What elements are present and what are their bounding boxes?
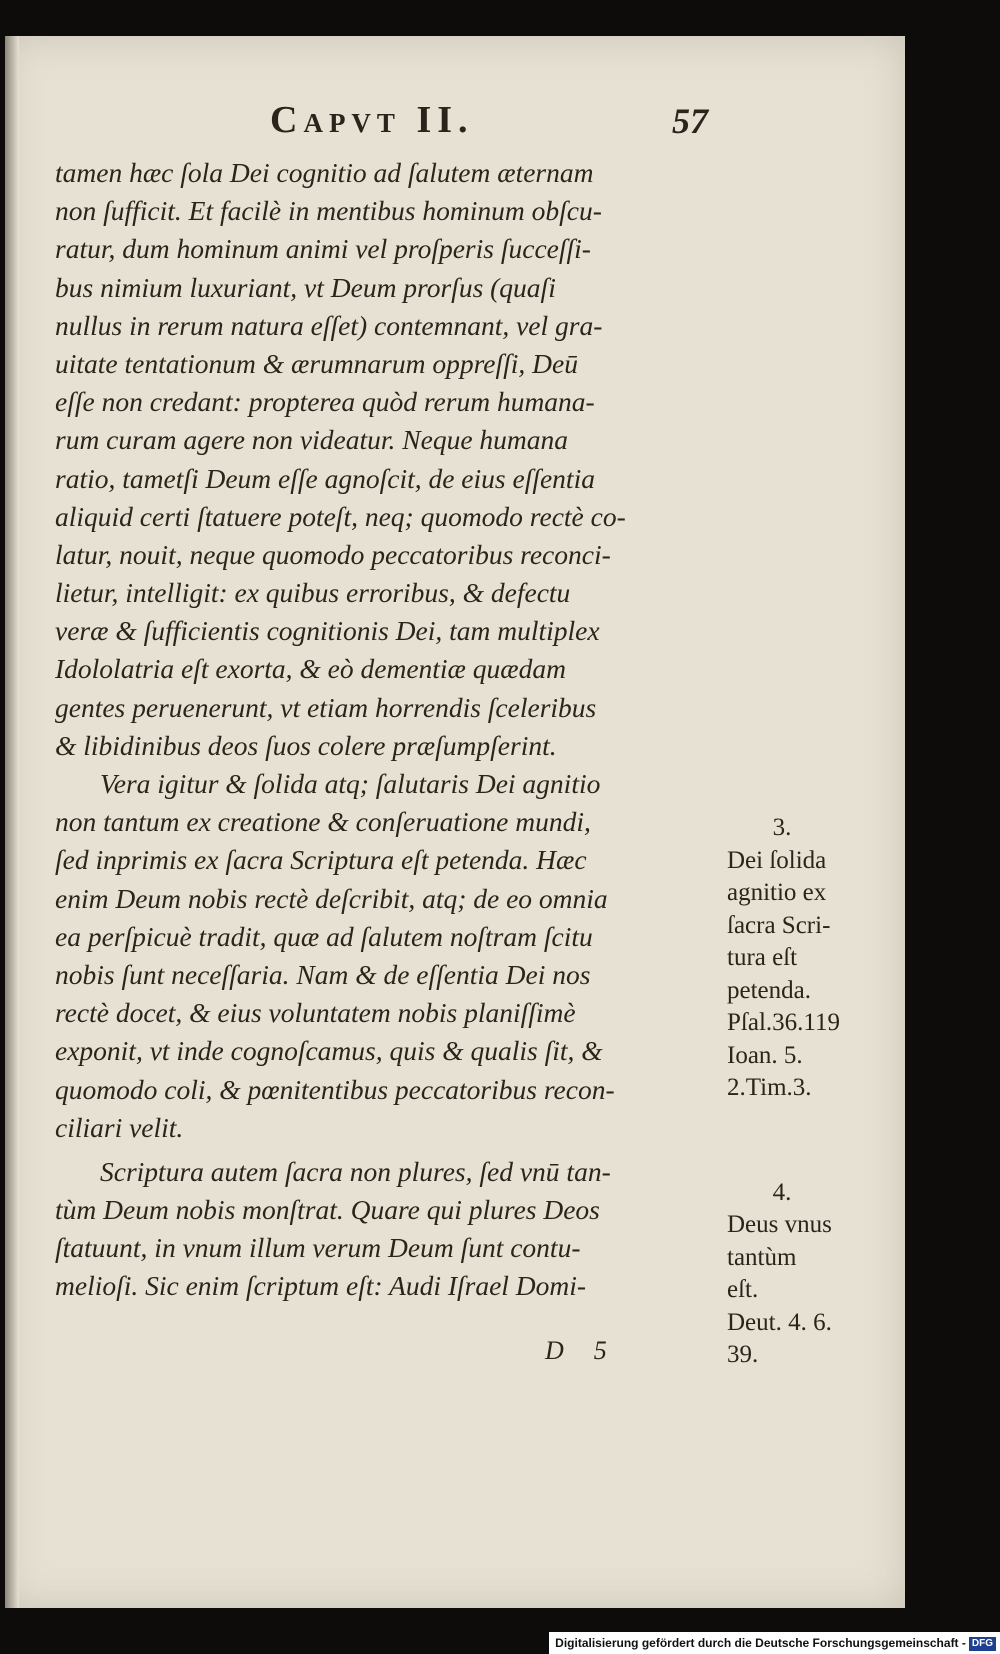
text-line: eſſe non credant: propterea quòd rerum humana-	[55, 386, 595, 418]
text-line: gentes peruenerunt, vt etiam horrendis ſceleribus	[55, 691, 597, 723]
text-line: Idololatria eſt exorta, & eò dementiæ quædam	[55, 653, 566, 685]
text-line: & libidinibus deos ſuos colere præſumpſerint.	[55, 729, 557, 761]
margin-note-line: 2.Tim.3.	[727, 1074, 812, 1101]
margin-notes	[727, 812, 897, 1372]
text-line: ea perſpicuè tradit, quæ ad ſalutem noſtram ſcitu	[55, 920, 593, 952]
margin-note-line: 39.	[727, 1341, 759, 1368]
page-gutter	[5, 36, 19, 1608]
text-line: non ſufficit. Et facilè in mentibus hominum obſcu-	[55, 195, 602, 227]
text-line: non tantum ex creatione & conſeruatione mundi,	[55, 806, 591, 838]
margin-note-line: eſt.	[727, 1276, 759, 1303]
text-line: melioſi. Sic enim ſcriptum eſt: Audi Iſrael Domi-	[55, 1270, 587, 1302]
text-line: tamen hæc ſola Dei cognitio ad ſalutem æternam	[55, 157, 594, 188]
running-head: Capvt II.	[270, 99, 474, 141]
margin-note-line: petenda.	[727, 976, 811, 1004]
book-page	[5, 36, 905, 1608]
text-line: latur, nouit, neque quomodo peccatoribus reconci-	[55, 538, 611, 570]
paragraph-1	[55, 154, 725, 765]
catchword	[545, 1336, 637, 1366]
dfg-logo-icon: DFG	[969, 1637, 996, 1651]
text-line: ratur, dum hominum animi vel proſperis ſucceſſi-	[55, 233, 591, 265]
text-line: Vera igitur & ſolida atq; ſalutaris Dei agnitio	[100, 768, 601, 799]
text-line: ſtatuunt, in vnum illum verum Deum ſunt contu-	[55, 1232, 581, 1264]
text-line: rectè docet, & eius voluntatem nobis planiſſimè	[55, 997, 576, 1029]
page-number: 57	[672, 101, 708, 141]
margin-note-gap	[727, 1105, 897, 1177]
main-text	[55, 154, 725, 1306]
paragraph-3	[55, 1153, 725, 1306]
margin-note-line: agnitio ex	[727, 879, 827, 906]
text-line: enim Deum nobis rectè deſcribit, atq; de eo omnia	[55, 882, 608, 914]
text-line: nobis ſunt neceſſaria. Nam & de eſſentia Dei nos	[55, 958, 591, 990]
text-line: veræ & ſufficientis cognitionis Dei, tam multiplex	[55, 615, 600, 647]
credit-text: Digitalisierung gefördert durch die Deutsche Forschungsgemeinschaft -	[555, 1636, 966, 1650]
text-line: nullus in rerum natura eſſet) contemnant, vel gra-	[55, 309, 603, 341]
text-line: exponit, vt inde cognoſcamus, quis & qualis ſit, &	[55, 1035, 603, 1067]
margin-note-number: 4.	[772, 1178, 792, 1206]
text-line: tùm Deum nobis monſtrat. Quare qui plures Deos	[55, 1194, 600, 1226]
text-line: quomodo coli, & pœnitentibus peccatoribus recon-	[55, 1073, 615, 1105]
margin-note-line: tura eſt	[727, 944, 798, 971]
margin-note-number: 3.	[772, 814, 792, 841]
page-header	[5, 98, 905, 148]
text-line: lietur, intelligit: ex quibus erroribus, & defectu	[55, 577, 571, 609]
text-line: bus nimium luxuriant, vt Deum prorſus (quaſi	[55, 271, 556, 303]
text-line: ratio, tametſi Deum eſſe agnoſcit, de eius eſſentia	[55, 462, 595, 494]
margin-note-line: Deut. 4. 6.	[727, 1308, 832, 1336]
margin-note-line: Ioan. 5.	[727, 1041, 803, 1069]
paragraph-2	[55, 765, 725, 1147]
margin-note-3	[727, 812, 897, 1105]
signature-mark: D	[545, 1336, 564, 1365]
text-line: Scriptura autem ſacra non plures, ſed vnū tan-	[100, 1155, 611, 1187]
text-line: aliquid certi ſtatuere poteſt, neq; quomodo rectè co-	[55, 500, 626, 532]
text-line: ſed inprimis ex ſacra Scriptura eſt petenda. Hæc	[55, 844, 587, 876]
margin-note-line: tantùm	[727, 1243, 797, 1271]
margin-note-line: Dei ſolida	[727, 846, 827, 874]
text-line: uitate tentationum & ærumnarum oppreſſi, Deū	[55, 347, 578, 379]
digitization-credit	[549, 1632, 1000, 1654]
signature-number: 5	[593, 1336, 607, 1365]
margin-note-line: Pſal.36.119	[727, 1009, 840, 1036]
text-line: ciliari velit.	[55, 1111, 184, 1143]
margin-note-line: Deus vnus	[727, 1211, 832, 1238]
text-line: rum curam agere non videatur. Neque humana	[55, 424, 569, 456]
margin-note-line: ſacra Scri-	[727, 911, 831, 939]
margin-note-4	[727, 1177, 897, 1372]
